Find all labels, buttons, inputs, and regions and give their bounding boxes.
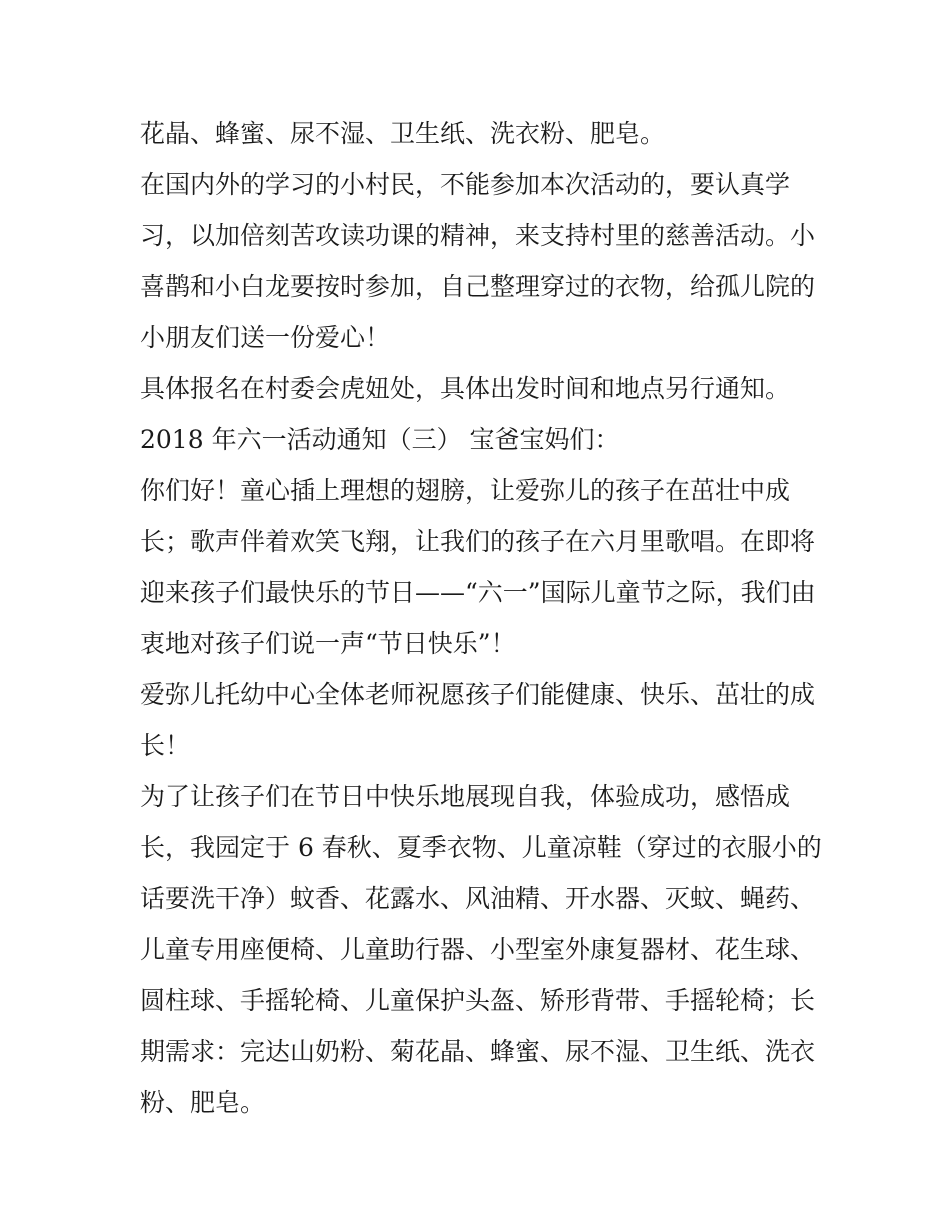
text-line: 长，我园定于 6 春秋、夏季衣物、儿童凉鞋（穿过的衣服小的	[140, 833, 822, 862]
text-line: 花晶、蜂蜜、尿不湿、卫生纸、洗衣粉、肥皂。	[140, 119, 666, 148]
text-line: 习，以加倍刻苦攻读功课的精神，来支持村里的慈善活动。小	[140, 221, 816, 250]
text-line: 在国内外的学习的小村民，不能参加本次活动的，要认真学	[140, 170, 791, 199]
text-line: 喜鹊和小白龙要按时参加，自己整理穿过的衣物，给孤儿院的	[140, 272, 816, 301]
text-line: 长！	[140, 731, 191, 760]
text-line: 为了让孩子们在节日中快乐地展现自我，体验成功，感悟成	[140, 782, 791, 811]
text-line: 小朋友们送一份爱心！	[140, 323, 391, 352]
text-line: 具体报名在村委会虎妞处，具体出发时间和地点另行通知。	[140, 374, 791, 403]
text-line: 儿童专用座便椅、儿童助行器、小型室外康复器材、花生球、	[140, 935, 816, 964]
text-line: 话要洗干净）蚊香、花露水、风油精、开水器、灭蚊、蝇药、	[140, 884, 816, 913]
text-line: 爱弥儿托幼中心全体老师祝愿孩子们能健康、快乐、茁壮的成	[140, 680, 816, 709]
document-body	[140, 108, 820, 1128]
text-line: 长；歌声伴着欢笑飞翔，让我们的孩子在六月里歌唱。在即将	[140, 527, 816, 556]
text-line: 期需求：完达山奶粉、菊花晶、蜂蜜、尿不湿、卫生纸、洗衣	[140, 1037, 816, 1066]
text-line: 迎来孩子们最快乐的节日——“六一”国际儿童节之际，我们由	[140, 578, 816, 607]
text-line: 你们好！童心插上理想的翅膀，让爱弥儿的孩子在茁壮中成	[140, 476, 791, 505]
text-line: 衷地对孩子们说一声“节日快乐”！	[140, 629, 516, 658]
text-line: 圆柱球、手摇轮椅、儿童保护头盔、矫形背带、手摇轮椅；长	[140, 986, 816, 1015]
notice-heading-line: 2018 年六一活动通知（三） 宝爸宝妈们：	[140, 425, 620, 454]
text-line: 粉、肥皂。	[140, 1088, 266, 1117]
